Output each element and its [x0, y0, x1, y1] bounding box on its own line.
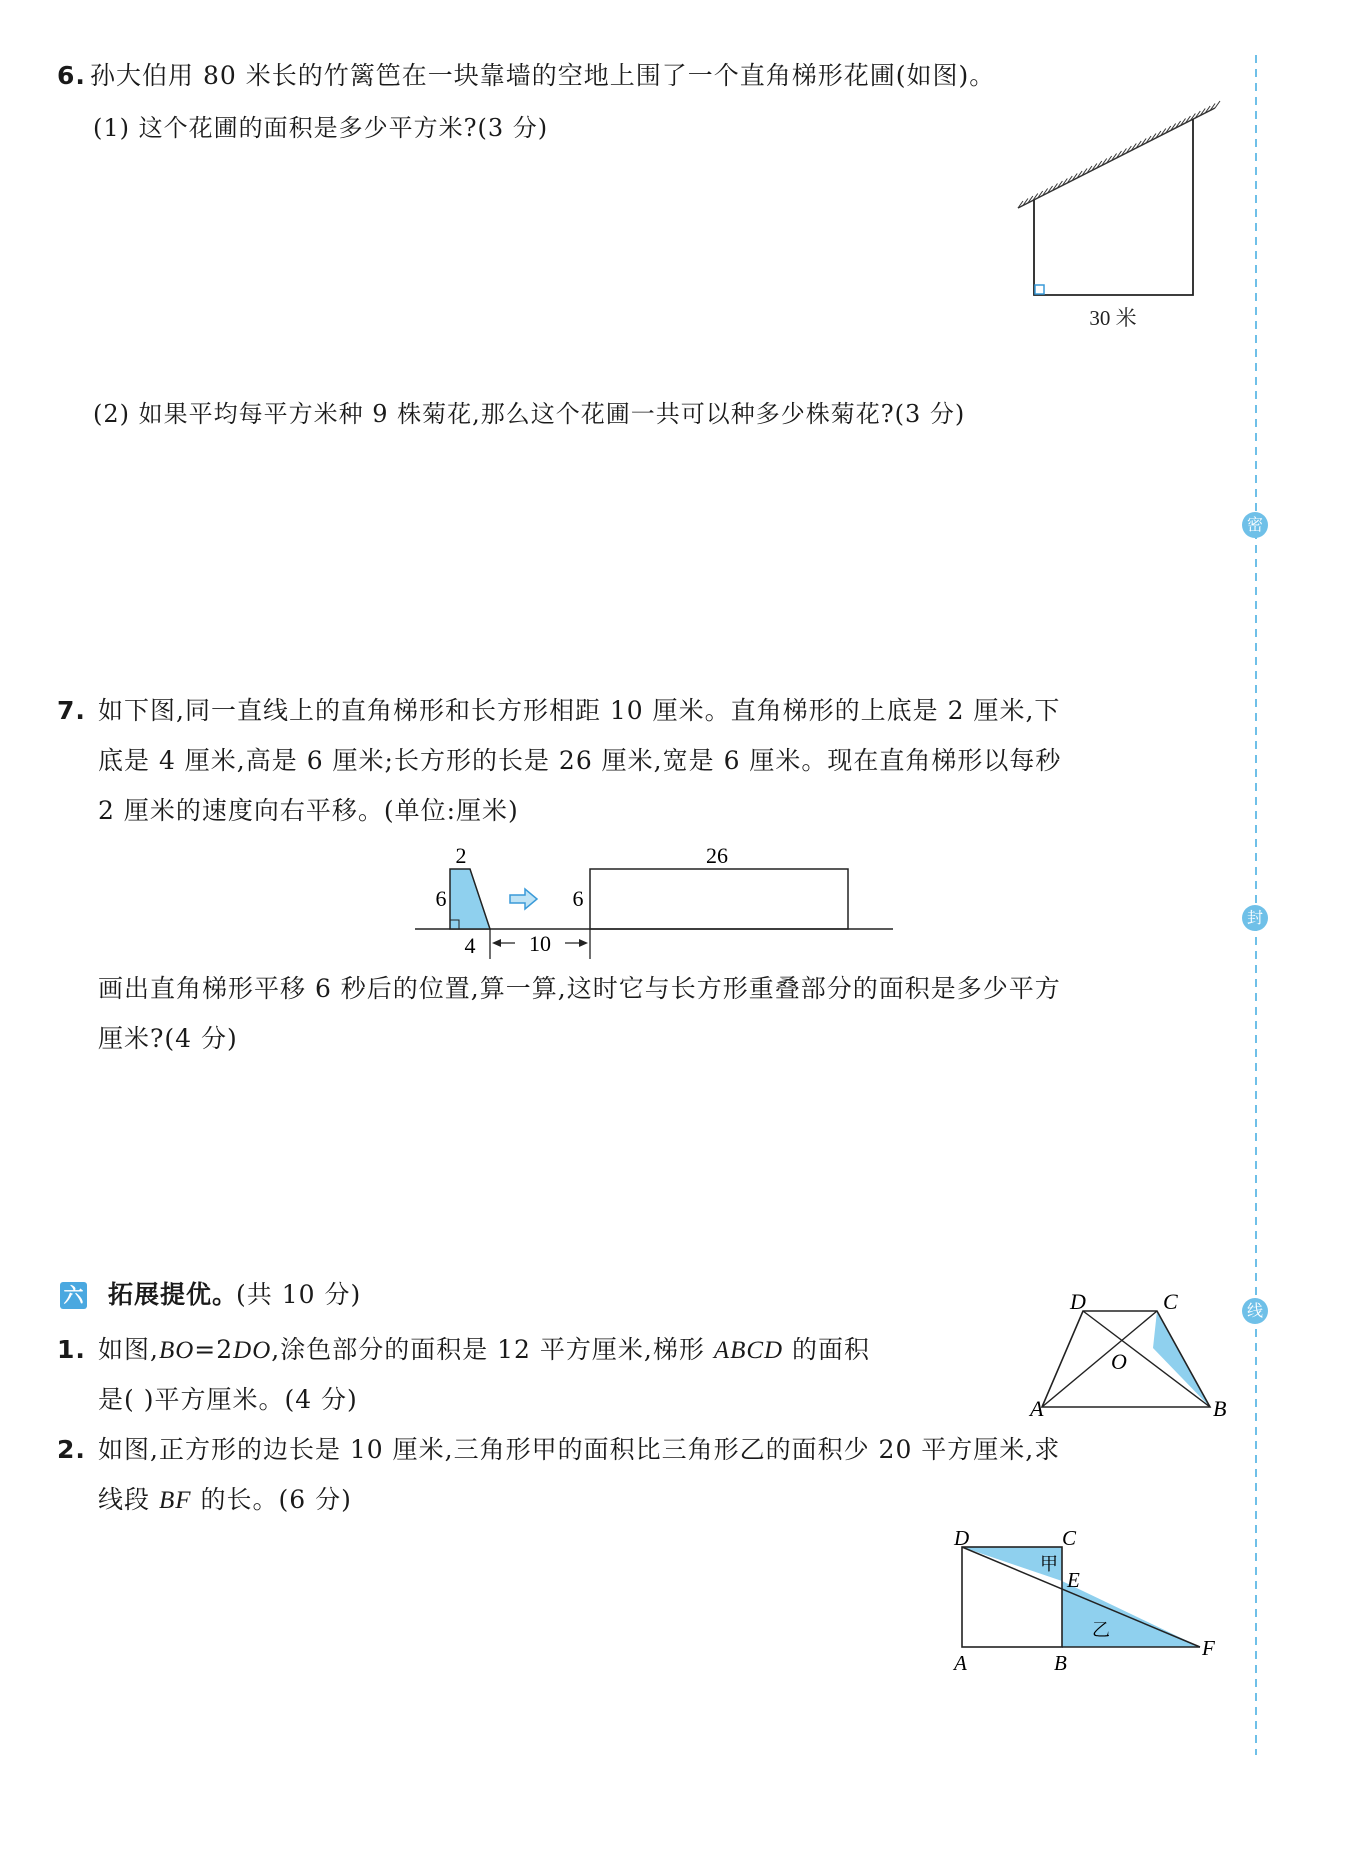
label-f2: F	[1202, 1636, 1215, 1660]
label-jia: 甲	[1040, 1554, 1058, 1574]
label-d: D	[1070, 1289, 1086, 1314]
label-e2: E	[1067, 1568, 1080, 1592]
right-angle-mark	[1035, 285, 1044, 294]
label-c: C	[1163, 1289, 1178, 1314]
e1-do: DO	[233, 1337, 272, 1364]
e2-text-a: 线段	[98, 1485, 151, 1514]
label-c2: C	[1062, 1526, 1077, 1550]
binding-mark-xian: 线	[1242, 1298, 1268, 1324]
binding-mark-mi: 密	[1242, 512, 1268, 538]
q6-bottom-label: 30 米	[1089, 306, 1137, 330]
diagonal-db	[1083, 1311, 1210, 1407]
e2-text-c: 的长。(6 分)	[200, 1485, 352, 1514]
q7-line-2: 底是 4 厘米,高是 6 厘米;长方形的长是 26 厘米,宽是 6 厘米。现在直角梯形以每秒	[98, 746, 1062, 775]
e1-trapezoid-figure	[1030, 1289, 1230, 1425]
move-right-arrow-icon	[510, 889, 537, 909]
label-o: O	[1111, 1349, 1127, 1374]
e2-line-1: 如图,正方形的边长是 10 厘米,三角形甲的面积比三角形乙的面积少 20 平方厘米,求	[98, 1435, 1061, 1464]
rectangle	[590, 869, 848, 929]
q7-line-3: 2 厘米的速度向右平移。(单位:厘米)	[98, 796, 519, 825]
label-b2: B	[1054, 1651, 1067, 1675]
triangle-yi	[1062, 1581, 1200, 1647]
q7-ask-line-1: 画出直角梯形平移 6 秒后的位置,算一算,这时它与长方形重叠部分的面积是多少平方	[98, 974, 1061, 1003]
q6-subquestion-2: (2) 如果平均每平方米种 9 株菊花,那么这个花圃一共可以种多少株菊花?(3 分)	[93, 400, 966, 428]
q7-translation-figure	[415, 843, 895, 963]
binding-mark-feng: 封	[1242, 905, 1268, 931]
e1-line-2: 是( )平方厘米。(4 分)	[98, 1385, 358, 1414]
e1-text-a: 如图,	[98, 1335, 159, 1364]
q7-line-1: 如下图,同一直线上的直角梯形和长方形相距 10 厘米。直角梯形的上底是 2 厘米,下	[98, 696, 1061, 725]
q6-text: 孙大伯用 80 米长的竹篱笆在一块靠墙的空地上围了一个直角梯形花圃(如图)。	[90, 61, 996, 90]
e1-text-g: 的面积	[792, 1335, 871, 1364]
section-title: 拓展提优。	[108, 1280, 239, 1309]
e1-line-1	[98, 1334, 870, 1367]
q7-ask-line-2: 厘米?(4 分)	[98, 1024, 238, 1053]
e1-text-e: ,涂色部分的面积是 12 平方厘米,梯形	[271, 1335, 705, 1364]
q7-number: 7.	[57, 696, 86, 725]
e1-text-c: =2	[194, 1335, 234, 1364]
e2-bf: BF	[158, 1487, 192, 1514]
e2-number: 2.	[57, 1435, 86, 1464]
label-b: B	[1213, 1396, 1227, 1421]
e1-bo: BO	[158, 1337, 195, 1364]
rect-height-label: 6	[572, 886, 584, 911]
label-a: A	[1030, 1396, 1044, 1421]
label-d2: D	[954, 1526, 970, 1550]
e2-square-figure	[950, 1525, 1230, 1675]
trap-top-label: 2	[455, 843, 467, 868]
e1-abcd: ABCD	[713, 1337, 784, 1364]
trap-height-label: 6	[435, 886, 447, 911]
e1-number: 1.	[57, 1335, 86, 1364]
label-yi: 乙	[1092, 1620, 1110, 1640]
gap-label: 10	[529, 931, 551, 956]
q6-garden-figure	[1010, 100, 1230, 330]
q6-subquestion-1: (1) 这个花圃的面积是多少平方米?(3 分)	[93, 114, 549, 142]
q6-number: 6.	[57, 61, 86, 90]
section-score: (共 10 分)	[236, 1280, 362, 1309]
e2-line-2	[98, 1484, 352, 1517]
trap-bottom-label: 4	[464, 933, 476, 958]
diagonal-ac	[1042, 1311, 1157, 1407]
hatch-tick	[1215, 101, 1220, 108]
rect-length-label: 26	[706, 843, 728, 868]
label-a2: A	[954, 1651, 967, 1675]
trapezoid-outline	[1034, 119, 1193, 295]
section-badge: 六	[60, 1282, 87, 1309]
